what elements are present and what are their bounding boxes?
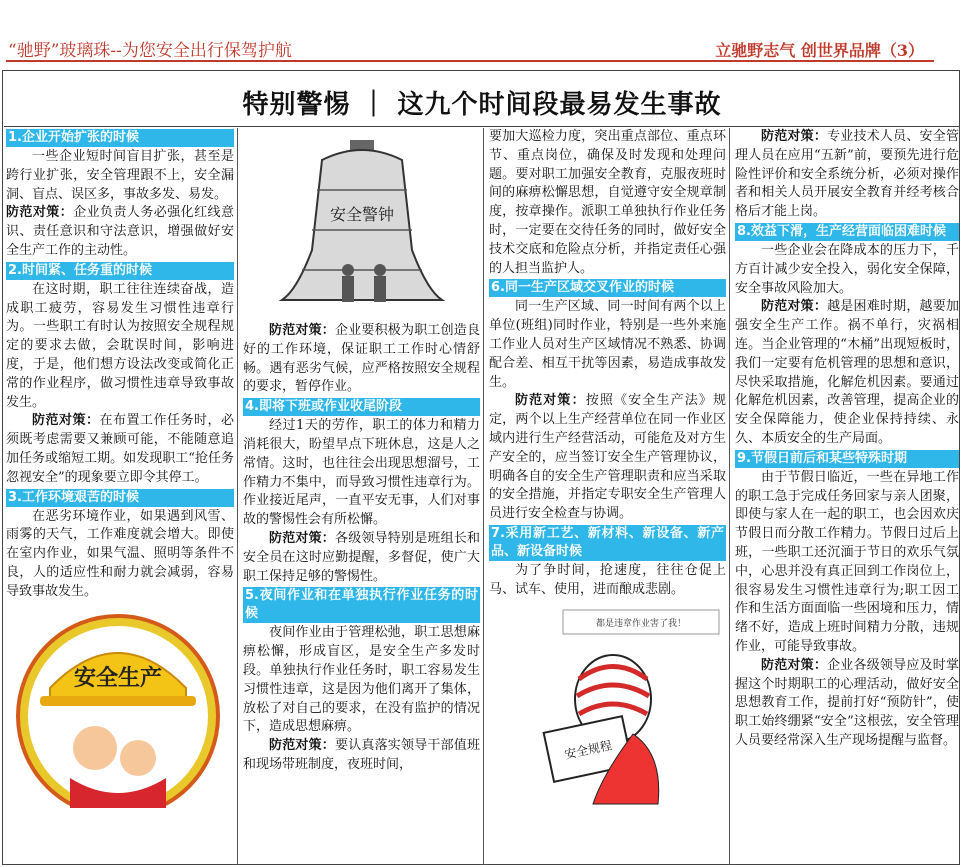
column-3: [486, 128, 730, 865]
cartoon-caption: 都是违章作业害了我！: [595, 618, 686, 629]
paragraph: 由于节假日临近，一些在异地工作的职工急于完成任务回家与亲人团聚，即使与家人在一起的职工，也会因欢庆节假日而分散工作精力。节假日过后上班，一些职工还沉湎于节日的欢乐气氛中，心思并没有真正回到工作岗位上，很容易发生习惯性违章行为;职工因工作和生活方面面临一些困境和压力，情绪不好，造成上班时间精力分散，违规作业，可能导致事故。: [735, 469, 959, 654]
paragraph-text: 企业负责人务必强化红线意识、责任意识和守法意识，增强做好安全生产工作的主动性。: [6, 205, 234, 258]
paragraph: 经过1天的劳作，职工的体力和精力消耗很大，盼望早点下班休息，这是人之常情。这时，也往往会出现思想溜号，工作精力不集中，而导致习惯性违章行为。作业接近尾声，一直平安无事，人们对事故的警惕性会有所松懈。: [243, 418, 480, 528]
paragraph: 为了争时间，抢速度，往往仓促上马、试车、使用，进而酿成悲剧。: [489, 562, 726, 597]
paragraph-text: 在布置工作任务时，必须既考虑需要又兼顾可能，不能随意追加任务或缩短工期。如发现职工“抢任务忽视安全”的现象要立即令其停工。: [6, 413, 234, 485]
countermeasure-label: 防范对策：: [269, 530, 335, 546]
helmet-label: 安全生产: [73, 665, 163, 691]
cartoon-book-label: 安全规程: [562, 737, 613, 762]
paragraph-countermeasure: [243, 737, 480, 775]
paragraph-countermeasure: [6, 204, 234, 260]
column-4: [732, 128, 962, 865]
paragraph-text: 越是困难时期，越要加强安全生产工作。祸不单行，灾祸相连。当企业管理的“木桶”出现短板时，我们一定要有危机管理的思想和意识，尽快采取措施，化解危机因素。要通过化解危机因素，改善管理，提高企业的安全保障能力，使企业保持持续、永久、本质安全的生产局面。: [735, 299, 959, 446]
countermeasure-label: 防范对策：: [515, 393, 586, 409]
safety-bell-illustration: [262, 130, 462, 320]
paragraph: 同一生产区域、同一时间有两个以上单位(班组)同时作业，特别是一些外来施工作业人员对生产区域情况不熟悉、协调配合差、相互干扰等因素，易造成事故发生。: [489, 299, 726, 390]
paragraph: 一些企业会在降成本的压力下，千方百计减少安全投入，弱化安全保障，安全事故风险加大。: [735, 242, 959, 296]
section-title-4: 4.即将下班或作业收尾阶段: [243, 398, 480, 416]
countermeasure-label: 防范对策：: [761, 299, 828, 315]
countermeasure-label: 防范对策：: [6, 205, 74, 221]
paragraph-text: 按照《安全生产法》规定，两个以上生产经营单位在同一作业区域内进行生产经营活动，可能危及对方生产安全的，应当签订安全生产管理协议，明确各自的安全生产管理职责和应当采取的安全措施，并指定专职安全生产管理人员进行安全检查与协调。: [489, 393, 726, 522]
countermeasure-label: 防范对策：: [761, 129, 828, 144]
paragraph-countermeasure: [243, 322, 480, 397]
paragraph-text: 各级领导特别是班组长和安全员在这时应勤提醒，多督促，使广大职工保持足够的警惕性。: [243, 530, 480, 584]
paragraph: 一些企业短时间盲目扩张，甚至是跨行业扩张，安全管理跟不上，安全漏洞、盲点、误区多，事故多发、易发。: [6, 149, 234, 202]
paragraph: 要加大巡检力度，突出重点部位、重点环节、重点岗位，确保及时发现和处理问题。要对职工加强安全教育，克服夜班时间的麻痹松懈思想，自觉遵守安全规章制度，按章操作。派职工单独执行作业任务时，一定要在交待任务的同时，做好安全技术交底和危险点分析，并指定责任心强的人担当监护人。: [489, 129, 726, 276]
paragraph: 在这时期，职工往往连续奋战，造成职工疲劳，容易发生习惯性违章行为。一些职工有时认为按照安全规程规定的要求去做，会耽误时间，影响进度，于是，他们想方设法改变或简化正常的作业程序，做习惯性违章导致事故发生。: [6, 281, 234, 410]
countermeasure-label: 防范对策：: [269, 738, 335, 754]
bell-label: 安全警钟: [329, 205, 394, 224]
page-title: 特别警惕 ｜ 这九个时间段最易发生事故: [242, 90, 722, 120]
safety-helmet-illustration: [10, 608, 230, 808]
paragraph-countermeasure: [735, 128, 959, 222]
paragraph-countermeasure: [489, 392, 726, 524]
paragraph-text: 企业各级领导应及时掌握这个时期职工的心理活动，做好安全思想教育工作，提前打好“预防针”，使职工始终绷紧“安全”这根弦，安全管理人员要经常深入生产现场提醒与监督。: [735, 657, 959, 748]
section-title-9: 9.节假日前后和某些特殊时期: [735, 450, 959, 468]
headline-divider: [4, 126, 960, 127]
paragraph: 夜间作业由于管理松弛，职工思想麻痹松懈，形成盲区，是安全生产多发时段。单独执行作业任务时，职工容易发生习惯性违章，这是因为他们离开了集体，放松了对自己的要求，在没有监护的情况下，造成思想麻痹。: [243, 625, 480, 735]
column-1: [3, 128, 238, 865]
page-header: [0, 0, 964, 66]
header-right-title: 立驰野志气 创世界品牌（3）: [715, 41, 924, 60]
section-title-6: 6.同一生产区域交叉作业的时候: [489, 279, 726, 297]
section-title-1: 1.企业开始扩张的时候: [6, 129, 234, 147]
section-title-2: 2.时间紧、任务重的时候: [6, 262, 234, 280]
paragraph-countermeasure: [735, 657, 959, 751]
section-title-5: 5.夜间作业和在单独执行作业任务的时候: [245, 588, 478, 622]
paragraph-countermeasure: [6, 412, 234, 487]
paragraph-text: 要认真落实领导干部值班和现场带班制度，夜班时间，: [243, 738, 480, 772]
injured-worker-cartoon: [493, 604, 723, 809]
section-title-7: 7.采用新工艺、新材料、新设备、新产品、新设备时候: [491, 525, 724, 559]
paragraph-countermeasure: [243, 530, 480, 586]
paragraph: 在恶劣环境作业，如果遇到风雪、雨雾的天气，工作难度就会增大。即使在室内作业，如果气温、照明等条件不良，人的适应性和耐力就会减弱，容易导致事故发生。: [6, 508, 234, 599]
section-title-3: 3.工作环境艰苦的时候: [6, 489, 234, 507]
paragraph-countermeasure: [735, 298, 959, 448]
countermeasure-label: 防范对策：: [32, 413, 100, 429]
header-left-title: “驰野”玻璃珠--为您安全出行保驾护航: [8, 41, 292, 61]
header-rule: [6, 60, 934, 62]
column-2: [240, 128, 484, 865]
countermeasure-label: 防范对策：: [761, 657, 828, 673]
countermeasure-label: 防范对策：: [269, 323, 335, 338]
paragraph-text: 企业要积极为职工创造良好的工作环境，保证职工工作时心情舒畅。遇有恶劣气候，应严格按照安全规程的要求，暂停作业。: [243, 323, 480, 395]
paragraph-text: 专业技术人员、安全管理人员在应用“五新”前，要预先进行危险性评价和安全系统分析，必须对操作者和相关人员开展安全教育并经考核合格后才能上岗。: [735, 129, 959, 220]
section-title-8: 8.效益下滑，生产经营面临困难时候: [735, 223, 959, 241]
